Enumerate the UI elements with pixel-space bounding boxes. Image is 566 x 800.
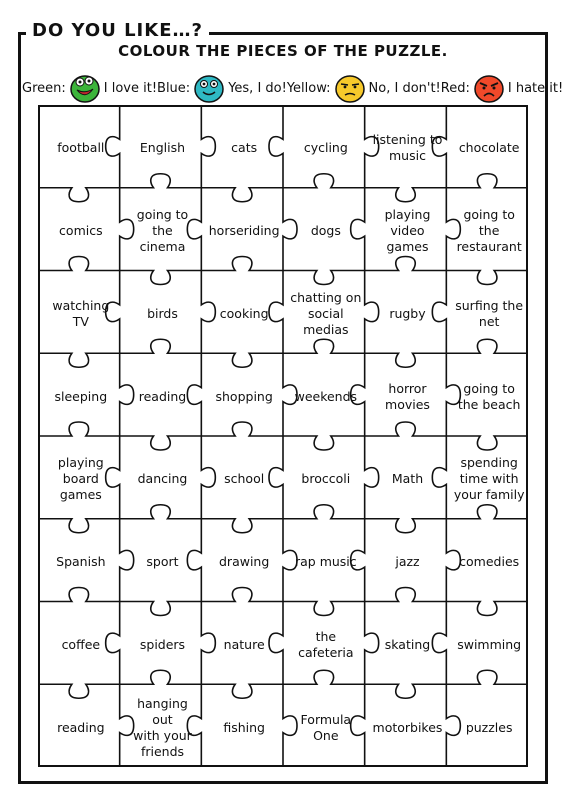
puzzle-piece[interactable]: nature	[223, 636, 265, 652]
puzzle-piece[interactable]: broccoli	[301, 471, 351, 487]
puzzle-piece[interactable]: spending time with your family	[453, 455, 525, 503]
legend-meaning: I hate it!	[507, 80, 564, 96]
puzzle-piece[interactable]: going to the restaurant	[456, 207, 522, 255]
puzzle-piece[interactable]: rap music	[294, 554, 357, 570]
puzzle-piece[interactable]: comedies	[459, 554, 520, 570]
legend-yellow	[287, 72, 441, 104]
page-title: DO YOU LIKE…?	[26, 18, 209, 44]
puzzle-piece[interactable]: reading	[138, 388, 187, 404]
puzzle-piece[interactable]: school	[224, 471, 265, 487]
smile-face-icon	[193, 72, 225, 104]
puzzle-piece[interactable]: Spanish	[56, 554, 106, 570]
puzzle-piece[interactable]: cooking	[219, 305, 269, 321]
instructions: COLOUR THE PIECES OF THE PUZZLE.	[118, 42, 448, 60]
legend-green	[22, 72, 157, 104]
puzzle-piece[interactable]: the cafeteria	[298, 628, 354, 660]
puzzle-piece[interactable]: jazz	[395, 554, 420, 570]
happy-face-icon	[69, 72, 101, 104]
legend-meaning: Yes, I do!	[228, 80, 287, 96]
puzzle-piece[interactable]: fishing	[223, 719, 265, 735]
puzzle-piece[interactable]: coffee	[61, 636, 101, 652]
puzzle-piece[interactable]: listening to music	[372, 132, 443, 164]
puzzle-piece[interactable]: horseriding	[208, 223, 280, 239]
puzzle-piece[interactable]: Formula One	[300, 711, 352, 743]
puzzle-piece[interactable]: skating	[384, 636, 431, 652]
legend-color-label: Red:	[440, 80, 470, 96]
puzzle-piece[interactable]: sport	[146, 554, 179, 570]
puzzle-piece[interactable]: playing board games	[57, 455, 104, 503]
puzzle-piece[interactable]: dancing	[137, 471, 188, 487]
puzzle-piece[interactable]: Math	[391, 471, 424, 487]
legend-color-label: Yellow:	[286, 80, 331, 96]
puzzle-piece[interactable]: playing video games	[384, 207, 431, 255]
legend-red	[441, 72, 563, 104]
puzzle-piece[interactable]: surfing the net	[455, 297, 524, 329]
puzzle-piece[interactable]: swimming	[457, 636, 522, 652]
puzzle-piece[interactable]: sleeping	[54, 388, 108, 404]
puzzle-piece[interactable]: spiders	[139, 636, 186, 652]
puzzle-piece[interactable]: football	[57, 140, 105, 156]
puzzle-piece[interactable]: comics	[59, 223, 103, 239]
puzzle-piece[interactable]: rugby	[389, 305, 426, 321]
legend-meaning: I love it!	[103, 80, 158, 96]
puzzle-piece[interactable]: weekends	[294, 388, 358, 404]
annoyed-face-icon	[334, 72, 366, 104]
puzzle-piece[interactable]: cycling	[303, 140, 348, 156]
angry-face-icon	[473, 72, 505, 104]
puzzle-piece[interactable]: drawing	[219, 554, 270, 570]
puzzle-piece[interactable]: hanging out with your friends	[133, 695, 192, 759]
puzzle-piece[interactable]: reading	[57, 719, 105, 735]
jigsaw-puzzle	[38, 105, 528, 767]
puzzle-piece[interactable]: watching TV	[52, 297, 110, 329]
puzzle-piece[interactable]: motorbikes	[372, 719, 443, 735]
puzzle-piece[interactable]: English	[139, 140, 186, 156]
legend-blue	[157, 72, 287, 104]
colour-legend	[22, 70, 564, 106]
legend-meaning: No, I don't!	[368, 80, 441, 96]
puzzle-piece[interactable]: going to the beach	[457, 380, 521, 412]
legend-color-label: Green:	[22, 80, 66, 96]
puzzle-piece[interactable]: chatting on social medias	[290, 289, 362, 337]
puzzle-piece[interactable]: horror movies	[385, 380, 430, 412]
puzzle-piece[interactable]: shopping	[215, 388, 273, 404]
puzzle-piece[interactable]: cats	[231, 140, 258, 156]
puzzle-piece[interactable]: birds	[147, 305, 178, 321]
puzzle-piece[interactable]: chocolate	[458, 140, 520, 156]
puzzle-piece[interactable]: puzzles	[465, 719, 513, 735]
puzzle-piece[interactable]: going to the cinema	[136, 207, 189, 255]
legend-color-label: Blue:	[157, 80, 191, 96]
puzzle-piece[interactable]: dogs	[310, 223, 341, 239]
